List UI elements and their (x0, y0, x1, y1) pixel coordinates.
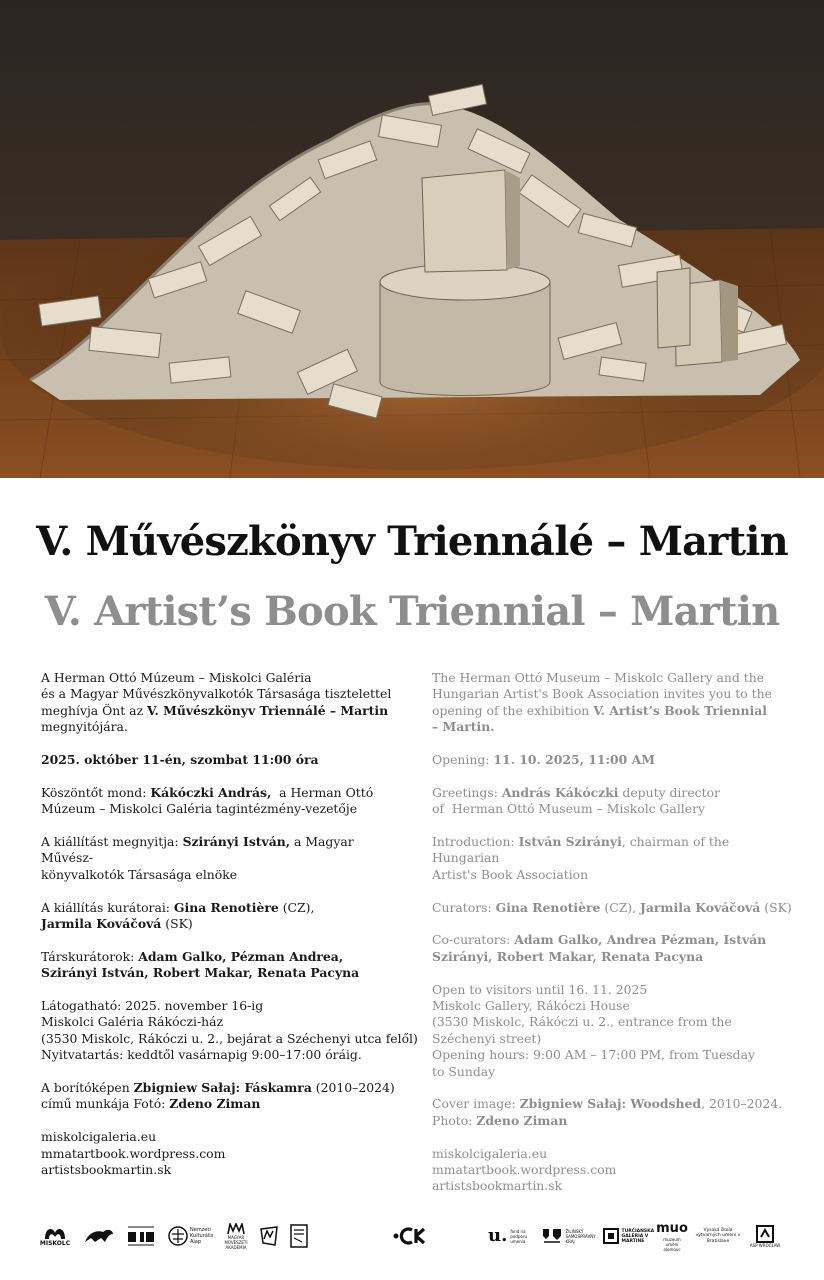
photographer-name: Zdeno Ziman (169, 1096, 261, 1112)
text-line: Open to visitors until 16. 11. 2025 (432, 981, 648, 997)
links-paragraph (432, 1146, 792, 1195)
griffin-icon (83, 1226, 115, 1246)
website-link[interactable]: artistsbookmartin.sk (432, 1178, 563, 1194)
text-line: (3530 Miskolc, Rákóczi u. 2., entrance from the (432, 1014, 732, 1030)
title-hungarian: V. Művészkönyv Triennálé – Martin (36, 518, 788, 565)
text-span: A kiállítás kurátorai: (41, 899, 174, 915)
text-line: Nyitvatartás: keddtől vasárnapig 9:00–17:00 óráig. (41, 1047, 362, 1063)
zilinsky-kraj-logo (540, 1218, 596, 1254)
asp-icon (756, 1225, 774, 1243)
cover-photo (0, 0, 824, 478)
text-span: (CZ), (278, 899, 315, 915)
text-line (432, 703, 792, 719)
website-link[interactable]: miskolcigaleria.eu (432, 1145, 548, 1161)
opener-name: Szirányi István, (182, 834, 291, 850)
text-span: A borítóképen (41, 1080, 134, 1096)
text-span: (CZ), (600, 899, 641, 915)
vsvu-logo (694, 1218, 742, 1254)
visiting-paragraph (432, 982, 792, 1080)
opener-name: István Szirányi (518, 834, 622, 850)
text-line: Múzeum – Miskolci Galéria tagintézmény-vezetője (41, 801, 358, 817)
book-icon (290, 1224, 308, 1248)
co-curators-paragraph (432, 932, 792, 965)
text-span: Curators: (432, 899, 496, 915)
text-line (41, 834, 401, 867)
website-link[interactable]: mmatartbook.wordpress.com (41, 1145, 226, 1161)
logo-label: Vysoká škola výtvarných umení v Bratislave (695, 1227, 741, 1244)
text-line (41, 949, 401, 965)
text-line: Opening hours: 9:00 AM – 17:00 PM, from Tuesday (432, 1047, 755, 1063)
fond-logo (488, 1218, 532, 1254)
curator-name: Jarmila Kováčová (41, 916, 162, 932)
opening-date-paragraph (432, 752, 792, 768)
text-line (432, 932, 792, 948)
text-span: a Herman Ottó (271, 784, 374, 800)
visiting-paragraph (41, 998, 418, 1064)
opening-paragraph (41, 834, 401, 883)
text-line (432, 719, 792, 735)
logo-label: ŽILINSKÝ SAMOSPRÁVNY KRAJ (565, 1228, 596, 1244)
text-line (41, 1096, 401, 1112)
exhibition-name: V. Művészkönyv Triennálé – Martin (147, 702, 389, 718)
turcianska-icon (603, 1228, 619, 1244)
turcianska-galeria-logo (602, 1218, 655, 1254)
text-line: The Herman Ottó Museum – Miskolc Gallery and the (432, 670, 765, 685)
artwork-credit: Zbigniew Sałaj: Woodshed (519, 1096, 702, 1112)
text-line: Hungarian Artist's Book Association invites you to the (432, 686, 772, 702)
text-span: meghívja Önt az (41, 702, 148, 718)
text-span: Köszöntőt mond: (41, 784, 151, 800)
text-line (41, 916, 401, 932)
co-curators-paragraph (41, 949, 401, 982)
website-link[interactable]: artistsbookmartin.sk (41, 1162, 172, 1178)
text-span: (SK) (161, 916, 193, 932)
nka-icon (168, 1226, 188, 1246)
speaker-name: Kákóczki András, (150, 784, 272, 800)
text-line (41, 965, 401, 981)
invitation-paragraph (41, 670, 401, 736)
text-span: Co-curators: (432, 932, 515, 948)
curator-name: Gina Renotière (495, 899, 601, 915)
text-line (41, 1080, 401, 1096)
ck-icon (392, 1226, 428, 1246)
text-span: című munkája Fotó: (41, 1096, 170, 1112)
text-line: Artist's Book Association (432, 866, 589, 882)
speaker-name: András Kákóczki (501, 784, 619, 800)
logo-label: MAGYAR MŰVÉSZETI AKADÉMIA (224, 1234, 248, 1250)
text-span: Cover image: (432, 1096, 520, 1112)
asp-wroclaw-logo (748, 1218, 782, 1254)
text-line (41, 900, 401, 916)
website-link[interactable]: miskolcigaleria.eu (41, 1129, 157, 1145)
cover-credit-paragraph (432, 1096, 792, 1129)
text-line (432, 949, 792, 965)
text-line (41, 703, 401, 719)
logo-label: fond na podporu umenia (510, 1228, 528, 1244)
text-line: (3530 Miskolc, Rákóczi u. 2., bejárat a Széchenyi utca felől) (41, 1030, 418, 1046)
sponsor-logo-strip (0, 1218, 824, 1258)
text-line: Miskolci Galéria Rákóczi-ház (41, 1014, 224, 1030)
curator-name: Jarmila Kováčová (640, 899, 761, 915)
curators-paragraph (41, 900, 401, 933)
text-line: Látogatható: 2025. november 16-ig (41, 998, 264, 1014)
association-logo (288, 1218, 310, 1254)
herman-otto-museum-logo (82, 1218, 116, 1254)
introduction-paragraph (432, 834, 792, 883)
text-span: Greetings: (432, 784, 502, 800)
mma-logo (222, 1218, 250, 1254)
date-paragraph (41, 752, 401, 768)
artbook-icon (259, 1225, 279, 1247)
invitation-paragraph (432, 670, 792, 736)
co-curator-names: Szirányi, Robert Makar, Renata Pacyna (432, 948, 704, 964)
logo-label: Nemzeti Kulturális Alap (190, 1227, 214, 1245)
text-line: Széchenyi street) (432, 1030, 542, 1046)
miskolc-icon (43, 1225, 67, 1241)
cover-credit-paragraph (41, 1080, 401, 1113)
exhibition-name: V. Artist’s Book Triennial (593, 702, 767, 718)
logo-label: TURČIANSKA GALÉRIA V MARTINE (621, 1228, 655, 1244)
event-date: 11. 10. 2025, 11:00 AM (493, 752, 655, 768)
muo-mark: muo (656, 1220, 688, 1236)
greetings-paragraph (41, 785, 401, 818)
text-line: megnyitójára. (41, 719, 128, 735)
hungarian-column (41, 670, 418, 1195)
text-line (432, 834, 792, 867)
text-span: Photo: (432, 1112, 477, 1128)
text-line (41, 785, 401, 801)
english-column (432, 670, 792, 1211)
text-line: to Sunday (432, 1063, 496, 1079)
logo-label: ASP WROCŁAW (749, 1242, 781, 1248)
text-line (432, 1096, 792, 1112)
text-line: Miskolc Gallery, Rákóczi House (432, 998, 630, 1014)
event-date: 2025. október 11-én, szombat 11:00 óra (41, 752, 319, 768)
gallery-icon (126, 1224, 156, 1248)
curators-paragraph (432, 900, 792, 916)
text-span: Társkurátorok: (41, 948, 139, 964)
book-pile-artwork (0, 0, 824, 478)
website-link[interactable]: mmatartbook.wordpress.com (432, 1162, 617, 1178)
text-span: , 2010–2024. (701, 1096, 783, 1112)
mma-icon (227, 1223, 245, 1235)
miskolci-galeria-logo (124, 1218, 158, 1254)
co-curator-names: Szirányi István, Robert Makar, Renata Pacyna (41, 965, 360, 981)
text-line: of Herman Ottó Museum – Miskolc Gallery (432, 801, 705, 817)
text-line: A Herman Ottó Múzeum – Miskolci Galéria (41, 670, 312, 685)
greetings-paragraph (432, 785, 792, 818)
text-line: és a Magyar Művészkönyvalkotók Társasága tisztelettel (41, 686, 392, 702)
exhibition-name: – Martin. (432, 719, 495, 735)
fond-icon: u. (488, 1225, 508, 1246)
text-span: , chairman of the Hungarian (432, 834, 730, 866)
ck-logo (390, 1218, 430, 1254)
text-line (432, 785, 792, 801)
mmat-logo (258, 1218, 280, 1254)
photographer-name: Zdeno Ziman (476, 1112, 568, 1128)
text-span: (SK) (760, 899, 792, 915)
miskolc-logo (40, 1218, 70, 1254)
text-span: a Magyar Művész- (41, 834, 354, 866)
coat-of-arms-icon (541, 1226, 563, 1246)
logo-label: MISKOLC (39, 1240, 71, 1247)
text-line (432, 1113, 792, 1129)
co-curator-names: Adam Galko, Pézman Andrea, (138, 948, 344, 964)
muo-logo (658, 1218, 686, 1254)
text-span: Opening: (432, 752, 494, 768)
text-span: A kiállítást megnyitja: (41, 834, 183, 850)
title-english: V. Artist’s Book Triennial – Martin (44, 588, 780, 635)
text-span: (2010–2024) (311, 1080, 395, 1096)
co-curator-names: Adam Galko, Andrea Pézman, István (514, 932, 767, 948)
links-paragraph (41, 1129, 401, 1178)
curator-name: Gina Renotière (173, 899, 279, 915)
text-span: deputy director (618, 784, 720, 800)
artwork-credit: Zbigniew Sałaj: Fáskamra (133, 1080, 312, 1096)
nka-logo (168, 1218, 214, 1254)
text-span: opening of the exhibition (432, 702, 594, 718)
text-line: könyvalkotók Társasága elnöke (41, 866, 238, 882)
text-span: Introduction: (432, 834, 519, 850)
logo-label: muzeum umění olomouc (663, 1236, 681, 1252)
